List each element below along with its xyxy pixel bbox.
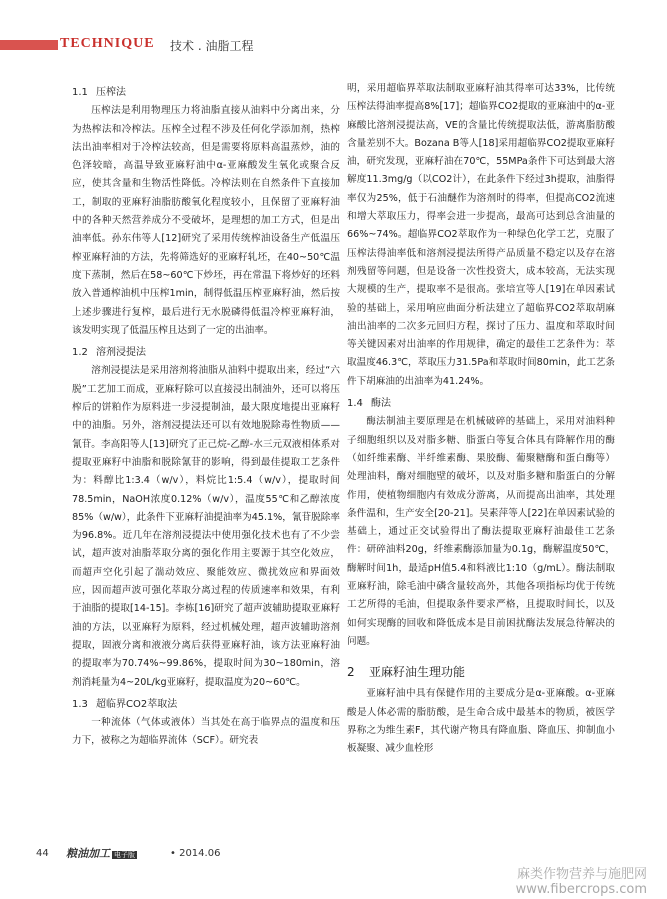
journal-edition: 电子版 [114, 851, 135, 859]
journal-name: 粮油加工 [66, 847, 110, 860]
section-number: 1.4 [347, 398, 363, 410]
section-number: 1.2 [72, 347, 88, 359]
right-column [347, 80, 615, 758]
section-2-heading [347, 663, 615, 681]
section-1-1-heading [72, 84, 340, 102]
section-1-4-body: 酶法制油主要原理是在机械破碎的基础上，采用对油料种子细胞组织以及对脂多糖、脂蛋白等复合体具有降解作用的酶（如纤维素酶、半纤维素酶、果胶酶、葡聚糖酶和蛋白酶等）处理油料，酶对细胞壁的破坏，以及对脂多糖和脂蛋白的分解作用，使植物细胞内有效成分游离，从而提高出油率，其处理条件温和，生产安全[20-21]。吴素萍等人[22]在单因素试验的基础上，通过正交试验得出了酶法提取亚麻籽油最佳工艺条件：研碎油料20g，纤维素酶添加量为0.1g，酶解温度50℃，酶解时间1h，最适pH值5.4和料液比1:10（g/mL）。酶法制取亚麻籽油，除毛油中磷含量较高外，其他各项指标均优于传统工艺所得的毛油，但提取条件要求严格，且提取时间长，以及如何实现酶的回收和降低成本是目前困扰酶法发展急待解决的问题。 [347, 416, 615, 647]
section-number: 2 [347, 665, 355, 680]
section-number: 1.3 [72, 698, 88, 710]
watermark [516, 867, 647, 897]
section-1-2-body: 溶剂浸提法是采用溶剂将油脂从油料中提取出来，经过“六脱”工艺加工而成，亚麻籽除可以直接浸出制油外，还可以将压榨后的饼粕作为原料进一步浸提制油，最大限度地提出亚麻籽中的油脂。另外，溶剂浸提法还可以有效地脱除毒性物质——氰苷。李高阳等人[13]研究了正己烷-乙醇-水三元双液相体系对提取亚麻籽中油脂和脱除氰苷的影响，得到最佳提取工艺条件为：料醇比1:3.4（w/v），料烷比1:5.4（w/v），提取时间78.5min，NaOH浓度0.12%（w/v），温度55℃和乙醇浓度85%（w/w），此条件下亚麻籽油提油率为45.1%，氰苷脱除率为96.8%。近几年在溶剂浸提法中使用强化技术也有了不少尝试，超声波对油脂萃取分离的强化作用主要源于其空化效应，而超声空化引起了湍动效应、聚能效应、微扰效应和界面效应，因而超声波可强化萃取分离过程的传质速率和效果，有利于油脂的提取[14-15]。李栋[16]研究了超声波辅助提取亚麻籽油的方法，以亚麻籽为原料，经过机械处理，超声波辅助溶剂提取，固液分离和液液分离后获得亚麻籽油，该方法亚麻籽油的提取率为70.74%~99.86%，提取时间为30~180min，溶剂消耗量为4~20L/kg亚麻籽，提取温度为20~60℃。 [72, 365, 340, 688]
left-column [72, 80, 340, 751]
page-number: 44 [36, 848, 49, 859]
page-footer [0, 845, 667, 897]
section-label-cn: 技术 . 油脂工程 [170, 39, 254, 53]
section-label-en: TECHNIQUE [60, 36, 155, 51]
watermark-url: www.fibercrops.com [515, 882, 647, 897]
header-accent-bar [0, 40, 58, 50]
issue-date-text: 2014.06 [179, 848, 221, 859]
section-2-body: 亚麻籽油中具有保健作用的主要成分是α-亚麻酸。α-亚麻酸是人体必需的脂肪酸，是生命合成中最基本的物质，被医学界称之为维生素F，其代谢产物具有降血脂、降血压、抑制血小板凝聚、减少血栓形 [347, 688, 615, 755]
section-title: 超临界CO2萃取法 [96, 698, 178, 710]
section-title: 酶法 [371, 398, 391, 410]
section-1-4-heading [347, 395, 615, 413]
page-header [0, 0, 667, 64]
journal-logo [66, 845, 137, 861]
section-1-3-continued: 明，采用超临界萃取法制取亚麻籽油其得率可达33%，比传统压榨法得油率提高8%[17]；超临界CO2提取的亚麻油中的α-亚麻酸比溶剂浸提法高，VE的含量比传统提取法低，游离脂肪酸含量差别不大。Bozana B等人[18]采用超临界CO2提取亚麻籽油，研究发现，亚麻籽油在70℃，55MPa条件下可达到最大溶解度11.3mg/g（以CO2计），在此条件下经过3h提取，油脂得率仅为25%，低于石油醚作为溶剂时的得率，但提高CO2流速和增大萃取压力，得率会进一步提高，最高可达到总含油量的66%~74%。超临界CO2萃取作为一种绿色化学工艺，克服了压榨法得油率低和溶剂浸提法所得产品质量不稳定以及存在溶剂残留等问题，但是设备一次性投资大，成本较高，无法实现大规模的生产，提取率不是很高。张培宣等人[19]在单因素试验的基础上，采用响应曲面分析法建立了超临界CO2萃取胡麻油出油率的二次多元回归方程，探讨了压力、温度和萃取时间等关键因素对出油率的作用规律，确定的最佳工艺条件为：萃取温度46.3℃，萃取压力31.5Pa和萃取时间80min，此工艺条件下胡麻油的出油率为41.24%。 [347, 83, 615, 387]
section-1-1-body: 压榨法是利用物理压力将油脂直接从油料中分离出来，分为热榨法和冷榨法。压榨全过程不涉及任何化学添加剂，热榨法出油率相对于冷榨法较高，但是需要将原料高温蒸炒，油的色泽较暗，高温导致亚麻籽油中α-亚麻酸发生氧化或聚合反应，使其含量和生物活性降低。冷榨法则在自然条件下直接加工，制取的亚麻籽油脂肪酸氧化程度较小，且保留了亚麻籽油中的各种天然营养成分不受破坏，是理想的加工方式，但是出油率低。孙东伟等人[12]研究了采用传统榨油设备生产低温压榨亚麻籽油的方法，先将筛选好的亚麻籽轧坯，在40~50℃温度下蒸制，然后在58~60℃下炒坯，再在常温下将炒好的坯料放入普通榨油机中压榨1min，制得低温压榨亚麻籽油，然后按上述步骤进行复榨，最后进行无水脱磷得低温冷榨亚麻籽油，该发明实现了低温压榨且达到了一定的出油率。 [72, 105, 340, 336]
section-1-2-heading [72, 344, 340, 362]
issue-date: • 2014.06 [170, 848, 221, 859]
section-title: 溶剂浸提法 [96, 347, 146, 359]
section-title: 压榨法 [96, 87, 126, 98]
section-1-3-heading [72, 696, 340, 714]
section-number: 1.1 [72, 87, 88, 98]
section-title: 亚麻籽油生理功能 [369, 665, 466, 680]
section-1-3-body: 一种流体（气体或液体）当其处在高于临界点的温度和压力下，被称之为超临界流体（SCF）。研究表 [72, 717, 340, 747]
watermark-cn: 麻类作物营养与施肥网 [516, 867, 647, 882]
